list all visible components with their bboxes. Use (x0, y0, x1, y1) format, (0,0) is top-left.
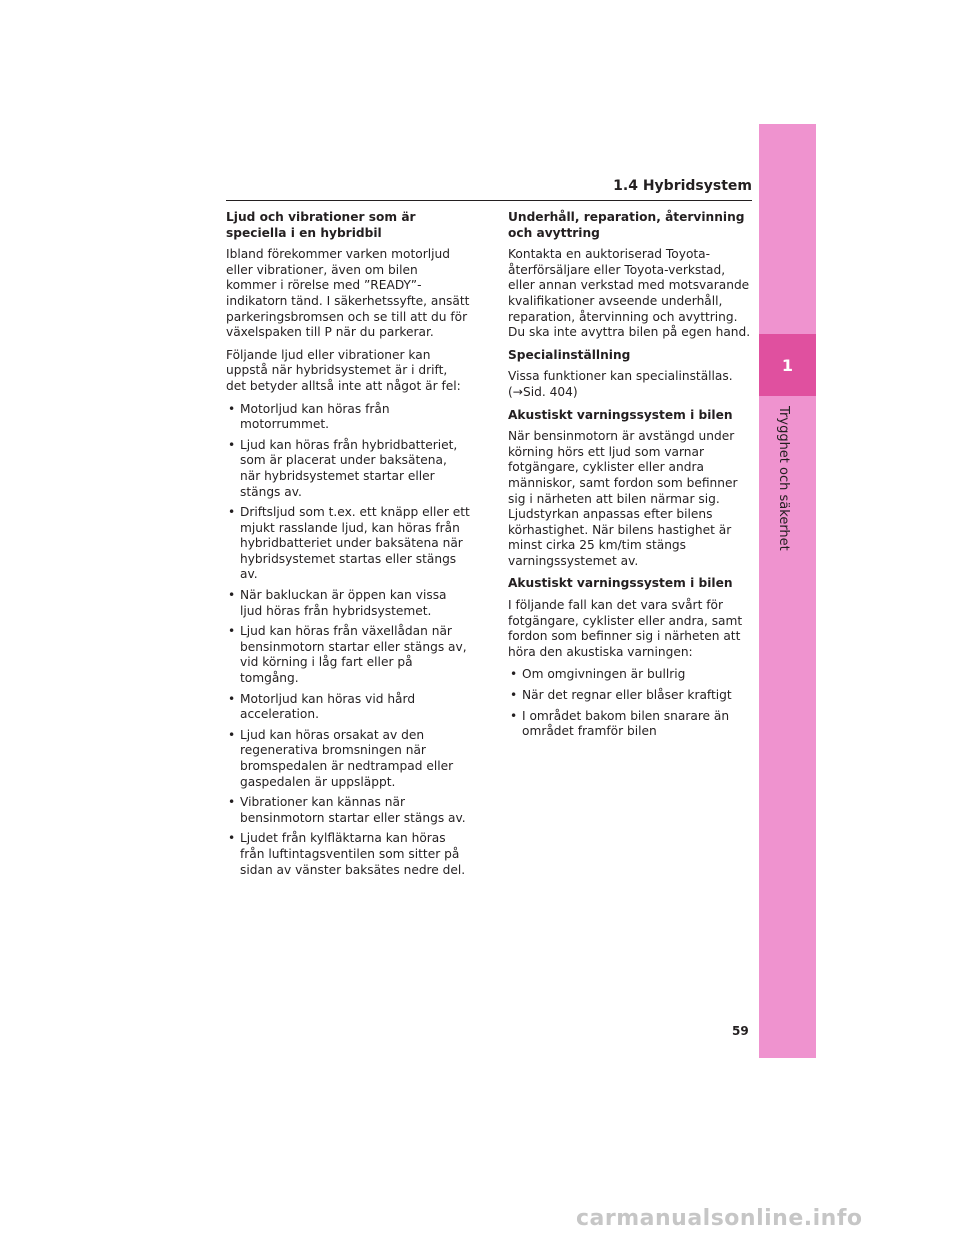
section-heading: Underhåll, reparation, återvinning och avyttring (508, 210, 745, 240)
list-item: • Motorljud kan höras från motorrummet. (226, 402, 470, 433)
watermark: carmanualsonline.info (576, 1206, 863, 1231)
left-heading: Ljud och vibrationer som är speciella i en hybridbil (226, 210, 416, 240)
section-title: 1.4 Hybridsystem (613, 178, 752, 194)
list-item: • När bakluckan är öppen kan vissa ljud höras från hybridsystemet. (226, 588, 470, 619)
right-column (508, 210, 752, 745)
list-item: • Om omgivningen är bullrig (508, 667, 752, 683)
page-number: 59 (732, 1024, 749, 1038)
section-text: I följande fall kan det vara svårt för fotgängare, cyklister eller andra, samt fordon som befinner sig i närheten att höra den akustiska varningen: (508, 598, 743, 659)
list-item: • När det regnar eller blåser kraftigt (508, 688, 752, 704)
list-item: • Vibrationer kan kännas när bensinmotorn startar eller stängs av. (226, 795, 470, 826)
section-heading: Akustiskt varningssystem i bilen (508, 407, 733, 422)
chapter-number-box (759, 334, 816, 396)
section-heading: Akustiskt varningssystem i bilen (508, 576, 733, 591)
list-item: • Driftsljud som t.ex. ett knäpp eller ett mjukt rasslande ljud, kan höras från hybridbatteriet under baksätena när hybridsystemet startas eller stängs av. (226, 505, 470, 583)
section-heading: Specialinställning (508, 347, 631, 362)
chapter-label: Trygghet och säkerhet (776, 406, 791, 551)
list-item: • Ljud kan höras från hybridbatteriet, som är placerat under baksätena, när hybridsystemet startar eller stängs av. (226, 438, 470, 500)
section-text: Kontakta en auktoriserad Toyota-återförsäljare eller Toyota-verkstad, eller annan verkstad med motsvarande kvalifikationer avseende underhåll, reparation, återvinning och avyttring. Du ska inte avyttra bilen på egen hand. (508, 247, 751, 340)
right-bullet-list (508, 667, 752, 739)
list-item: • Ljudet från kylfläktarna kan höras från luftintagsventilen som sitter på sidan av vänster baksätes nedre del. (226, 831, 470, 878)
left-bullet-list (226, 402, 470, 879)
section-text: Vissa funktioner kan specialinställas. (→Sid. 404) (508, 369, 733, 399)
left-column (226, 210, 470, 883)
header-divider (226, 200, 752, 201)
chapter-tab-strip (759, 124, 816, 1058)
left-paragraph: Ibland förekommer varken motorljud eller vibrationer, även om bilen kommer i rörelse med ”READY”-indikatorn tänd. I säkerhetssyfte, ansätt parkeringsbromsen och se till att du för växelspaken till P när du parkerar. (226, 247, 470, 340)
list-item: • Motorljud kan höras vid hård acceleration. (226, 692, 470, 723)
list-item: • Ljud kan höras från växellådan när bensinmotorn startar eller stängs av, vid körning i låg fart eller på tomgång. (226, 624, 470, 686)
section-text: När bensinmotorn är avstängd under körning hörs ett ljud som varnar fotgängare, cyklister eller andra människor, samt fordon som befinner sig i närheten att bilen närmar sig. Ljudstyrkan anpassas efter bilens körhastighet. När bilens hastighet är minst cirka 25 km/tim stängs varningssystemet av. (508, 429, 738, 568)
left-paragraph: Följande ljud eller vibrationer kan uppstå när hybridsystemet är i drift, det betyder alltså inte att något är fel: (226, 347, 461, 393)
list-item: • I området bakom bilen snarare än området framför bilen (508, 709, 752, 740)
list-item: • Ljud kan höras orsakat av den regenerativa bromsningen när bromspedalen är nedtrampad eller gaspedalen är uppsläppt. (226, 728, 470, 790)
chapter-number: 1 (781, 355, 794, 375)
